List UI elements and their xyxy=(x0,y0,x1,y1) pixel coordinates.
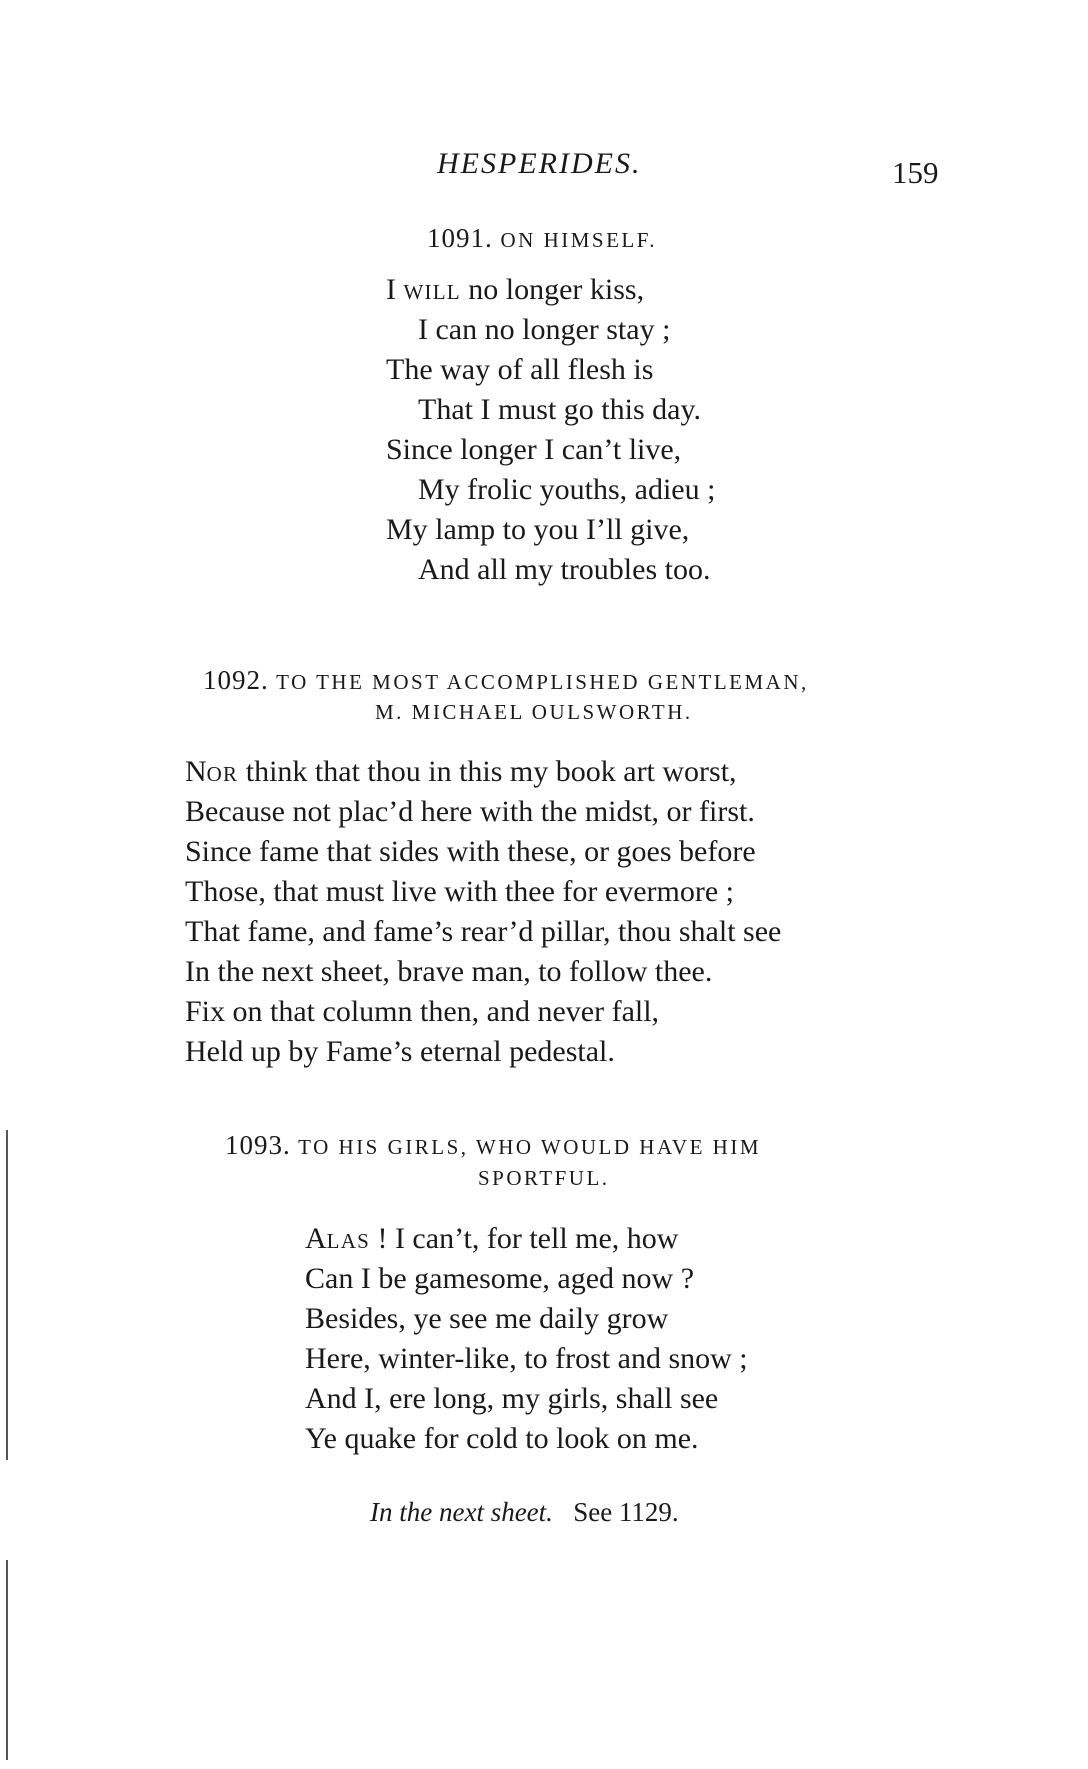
poem-line: The way of all flesh is xyxy=(386,353,654,386)
poem-line: Here, winter-like, to frost and snow ; xyxy=(305,1342,748,1375)
poem-line: I WILL no longer kiss, xyxy=(386,273,645,306)
poem-line: Fix on that column then, and never fall, xyxy=(185,995,660,1028)
poem-heading xyxy=(203,665,809,696)
poem-line: Those, that must live with thee for evermore ; xyxy=(185,875,735,908)
page-number: 159 xyxy=(892,155,939,190)
scan-edge-mark xyxy=(6,1130,8,1460)
poem-line: Because not plac’d here with the midst, or first. xyxy=(185,795,755,828)
running-head: HESPERIDES. xyxy=(437,147,642,180)
poem-line: And I, ere long, my girls, shall see xyxy=(305,1382,719,1415)
poem-heading xyxy=(225,1130,761,1161)
poem-number: 1092. xyxy=(203,665,269,695)
footnote-italic: In the next sheet. xyxy=(370,1497,553,1527)
poem-line: And all my troubles too. xyxy=(418,553,711,586)
footnote xyxy=(370,1497,679,1528)
poem-title: TO THE MOST ACCOMPLISHED GENTLEMAN, xyxy=(276,670,809,694)
poem-line: Held up by Fame’s eternal pedestal. xyxy=(185,1035,615,1068)
poem-line: Besides, ye see me daily grow xyxy=(305,1302,669,1335)
poem-line: I can no longer stay ; xyxy=(418,313,671,346)
poem-line: That fame, and fame’s rear’d pillar, thou shalt see xyxy=(185,915,782,948)
poem-line: Ye quake for cold to look on me. xyxy=(305,1422,699,1455)
poem-line: Since fame that sides with these, or goes before xyxy=(185,835,756,868)
footnote-reference: See 1129. xyxy=(573,1497,679,1527)
poem-line: Can I be gamesome, aged now ? xyxy=(305,1262,695,1295)
poem-line: Since longer I can’t live, xyxy=(386,433,682,466)
poem-number: 1093. xyxy=(225,1130,291,1160)
poem-line: My lamp to you I’ll give, xyxy=(386,513,690,546)
poem-title: ON HIMSELF. xyxy=(500,228,657,252)
poem-line: ALAS ! I can’t, for tell me, how xyxy=(305,1222,679,1255)
poem-heading-line2: M. MICHAEL OULSWORTH. xyxy=(375,700,693,724)
poem-line: NOR think that thou in this my book art worst, xyxy=(185,755,737,788)
poem-title: TO HIS GIRLS, WHO WOULD HAVE HIM xyxy=(298,1135,761,1159)
scan-edge-mark xyxy=(6,1560,8,1760)
poem-number: 1091. xyxy=(427,223,493,253)
poem-line: My frolic youths, adieu ; xyxy=(418,473,716,506)
poem-line: That I must go this day. xyxy=(418,393,702,426)
poem-line: In the next sheet, brave man, to follow thee. xyxy=(185,955,713,988)
poem-heading-line2: SPORTFUL. xyxy=(478,1166,610,1190)
poem-heading xyxy=(427,223,657,254)
